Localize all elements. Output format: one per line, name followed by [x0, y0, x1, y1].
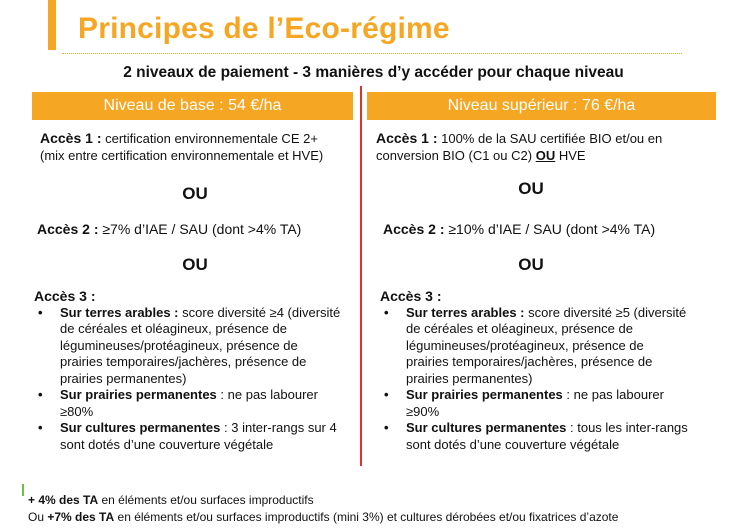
right-b1-label: Sur terres arables : [406, 304, 525, 320]
right-b1-l5: prairies permanentes) [406, 370, 533, 386]
footer-l1-text: en éléments et/ou surfaces improductifs [101, 493, 314, 507]
left-bullet-cultures [34, 420, 360, 453]
right-b2-l1: : ne pas labourer [566, 387, 664, 402]
right-acces2-text: ≥10% d’IAE / SAU (dont >4% TA) [448, 221, 656, 237]
left-bullet-terres-arables [34, 305, 360, 388]
left-b3-label: Sur cultures permanentes [60, 420, 221, 435]
right-acces3 [380, 288, 725, 453]
right-level-header: Niveau supérieur : 76 €/ha [367, 92, 716, 120]
right-b1-l4: prairies temporaires/jachères, présence de [406, 354, 653, 369]
page-subtitle: 2 niveaux de paiement - 3 manières d’y accéder pour chaque niveau [123, 64, 624, 81]
footer-l1-bold: + 4% des TA [28, 493, 99, 507]
left-acces2-label: Accès 2 : [37, 221, 99, 237]
right-b3-l1: : tous les inter-rangs [570, 420, 688, 435]
left-acces3-label: Accès 3 : [34, 288, 96, 304]
left-b3-l2: sont dotés d’une couverture végétale [60, 436, 274, 452]
left-b1-l5: prairies permanentes) [60, 370, 187, 386]
right-bullet-prairies [380, 387, 725, 420]
left-acces2-text: ≥7% d’IAE / SAU (dont >4% TA) [102, 221, 302, 237]
left-level-header: Niveau de base : 54 €/ha [32, 92, 353, 120]
title-underline [62, 53, 682, 54]
left-b2-label: Sur prairies permanentes [60, 387, 217, 402]
right-b2-l2: ≥90% [406, 403, 440, 419]
left-acces1 [40, 130, 358, 164]
right-b1-l1: score diversité ≥5 (diversité [528, 304, 687, 320]
right-b2-label: Sur prairies permanentes [406, 387, 563, 402]
left-acces2 [37, 221, 301, 238]
footer-marker [22, 484, 24, 496]
footer-l2-bold: +7% des TA [47, 510, 115, 524]
left-b1-label: Sur terres arables : [60, 304, 179, 320]
page-title: Principes de l’Eco-régime [78, 12, 450, 45]
left-ou-2: OU [182, 255, 208, 274]
right-acces1-line1: 100% de la SAU certifiée BIO et/ou en [441, 131, 663, 146]
right-acces1-label: Accès 1 : [376, 130, 438, 146]
left-ou-1: OU [182, 184, 208, 203]
right-acces3-label: Accès 3 : [380, 288, 442, 304]
title-accent-bar [48, 0, 56, 50]
right-acces1-hve: HVE [558, 147, 586, 163]
right-b1-l3: légumineuses/protéagineux, présence de [406, 337, 644, 353]
right-acces2 [383, 221, 655, 238]
right-bullet-cultures [380, 420, 725, 453]
left-b1-l2: de céréales et oléagineux, présence de [60, 321, 287, 336]
right-acces1-ou: OU [535, 147, 556, 163]
left-b3-l1: : 3 inter-rangs sur 4 [224, 420, 337, 435]
right-ou-1: OU [518, 179, 544, 198]
right-ou-2: OU [518, 255, 544, 274]
column-divider [360, 86, 362, 466]
left-b2-l1: : ne pas labourer [220, 387, 318, 402]
right-bullet-terres-arables [380, 305, 725, 388]
right-b3-label: Sur cultures permanentes [406, 420, 567, 435]
left-bullet-prairies [34, 387, 360, 420]
right-acces1 [376, 130, 721, 164]
left-acces1-label: Accès 1 : [40, 130, 102, 146]
right-acces2-label: Accès 2 : [383, 221, 445, 237]
footer-l2-text: en éléments et/ou surfaces improductifs (mini 3%) et cultures dérobées et/ou fixatrices d’azote [117, 510, 619, 524]
left-acces1-line1: certification environnementale CE 2+ [105, 131, 318, 146]
left-acces3 [34, 288, 360, 453]
right-b1-l2: de céréales et oléagineux, présence de [406, 321, 633, 336]
right-b3-l2: sont dotés d’une couverture végétale [406, 436, 620, 452]
left-acces1-line2: (mix entre certification environnementale et HVE) [40, 147, 324, 163]
left-b2-l2: ≥80% [60, 403, 94, 419]
left-b1-l4: prairies temporaires/jachères, présence de [60, 354, 307, 369]
left-b1-l3: légumineuses/protéagineux, présence de [60, 337, 298, 353]
left-b1-l1: score diversité ≥4 (diversité [182, 304, 341, 320]
footer-l2-pre: Ou [28, 510, 45, 524]
right-acces1-line2: conversion BIO (C1 ou C2) [376, 147, 533, 163]
footer-notes [28, 492, 618, 526]
